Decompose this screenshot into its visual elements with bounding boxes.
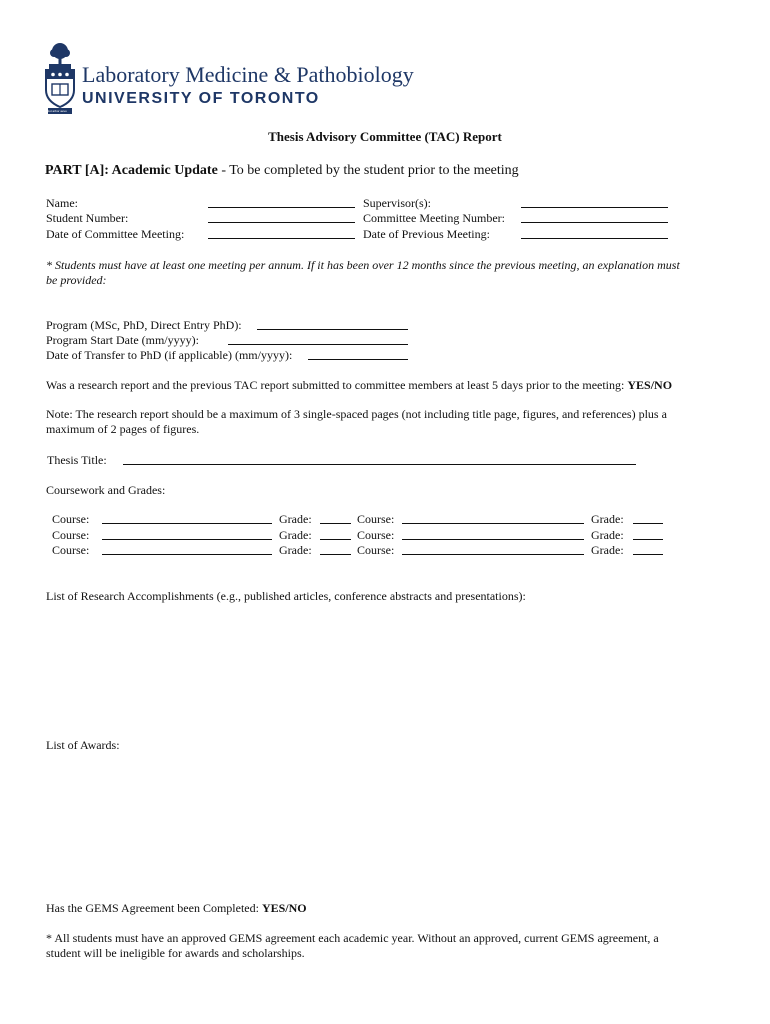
grade-label: Grade: [591, 512, 624, 526]
gems-note-line2: student will be ineligible for awards and scholarships. [46, 946, 305, 960]
committee-date-field[interactable] [208, 227, 355, 239]
course-label: Course: [52, 543, 90, 557]
gems-question [46, 901, 307, 916]
meeting-note-line2: be provided: [46, 273, 107, 287]
course-field[interactable] [402, 528, 584, 540]
course-field[interactable] [402, 512, 584, 524]
part-a-label: PART [A]: Academic Update [45, 163, 218, 178]
report-note-line2: maximum of 2 pages of figures. [46, 422, 200, 436]
gems-note-line1: * All students must have an approved GEMS agreement each academic year. Without an approved, current GEMS agreement, a [46, 931, 659, 945]
awards-label: List of Awards: [46, 738, 120, 752]
gems-answer[interactable]: YES/NO [261, 901, 307, 915]
university-name: UNIVERSITY OF TORONTO [82, 90, 320, 107]
course-field[interactable] [102, 543, 272, 555]
gems-question-text: Has the GEMS Agreement been Completed: [46, 901, 262, 915]
program-label: Program (MSc, PhD, Direct Entry PhD): [46, 318, 242, 332]
motto-text: Velut arbor aevo [45, 109, 67, 113]
report-question-text: Was a research report and the previous TAC report submitted to committee members at least 5 days prior to the meeting: [46, 378, 628, 392]
course-field[interactable] [102, 512, 272, 524]
university-crest-icon [42, 42, 78, 116]
grade-label: Grade: [591, 543, 624, 557]
grade-label: Grade: [279, 543, 312, 557]
report-question [46, 378, 672, 393]
part-a-subtitle: - To be completed by the student prior to the meeting [217, 163, 519, 178]
grade-field[interactable] [633, 512, 663, 524]
committee-number-label: Committee Meeting Number: [363, 211, 505, 225]
previous-meeting-field[interactable] [521, 227, 668, 239]
grade-label: Grade: [591, 528, 624, 542]
course-label: Course: [357, 543, 395, 557]
thesis-title-label: Thesis Title: [47, 453, 107, 467]
thesis-title-field[interactable] [123, 453, 636, 465]
grade-label: Grade: [279, 512, 312, 526]
committee-date-label: Date of Committee Meeting: [46, 227, 185, 241]
start-date-field[interactable] [228, 333, 408, 345]
grade-field[interactable] [633, 528, 663, 540]
grade-label: Grade: [279, 528, 312, 542]
student-number-label: Student Number: [46, 211, 129, 225]
meeting-note-line1: * Students must have at least one meeting per annum. If it has been over 12 months since the previous meeting, an explanation must [46, 258, 680, 272]
committee-number-field[interactable] [521, 211, 668, 223]
grade-field[interactable] [320, 512, 351, 524]
course-label: Course: [357, 512, 395, 526]
grade-field[interactable] [633, 543, 663, 555]
previous-meeting-label: Date of Previous Meeting: [363, 227, 490, 241]
course-field[interactable] [402, 543, 584, 555]
grade-field[interactable] [320, 528, 351, 540]
course-label: Course: [52, 528, 90, 542]
supervisor-label: Supervisor(s): [363, 196, 431, 210]
course-label: Course: [357, 528, 395, 542]
name-label: Name: [46, 196, 78, 210]
report-note-line1: Note: The research report should be a maximum of 3 single-spaced pages (not including title page, figures, and references) plus a [46, 407, 667, 421]
course-field[interactable] [102, 528, 272, 540]
transfer-date-field[interactable] [308, 348, 408, 360]
program-field[interactable] [257, 318, 408, 330]
supervisor-field[interactable] [521, 196, 668, 208]
department-name: Laboratory Medicine & Pathobiology [82, 62, 414, 87]
page-title: Thesis Advisory Committee (TAC) Report [268, 129, 502, 144]
student-number-field[interactable] [208, 211, 355, 223]
report-answer[interactable]: YES/NO [627, 378, 673, 392]
part-a-heading [45, 162, 519, 180]
transfer-date-label: Date of Transfer to PhD (if applicable) (mm/yyyy): [46, 348, 293, 362]
name-field[interactable] [208, 196, 355, 208]
grade-field[interactable] [320, 543, 351, 555]
start-date-label: Program Start Date (mm/yyyy): [46, 333, 199, 347]
accomplishments-label: List of Research Accomplishments (e.g., published articles, conference abstracts and presentations): [46, 589, 526, 603]
coursework-label: Coursework and Grades: [46, 483, 166, 497]
course-label: Course: [52, 512, 90, 526]
